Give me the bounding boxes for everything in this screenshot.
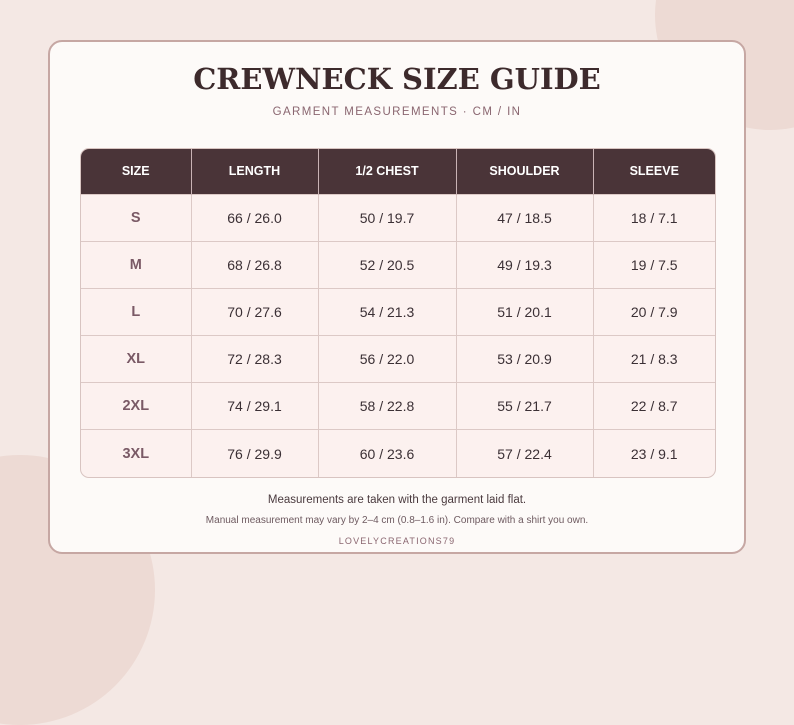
chest-cell: 54 / 21.3 (318, 288, 456, 335)
size-cell: 3XL (81, 430, 191, 477)
table-row (81, 288, 715, 335)
shoulder-cell: 51 / 20.1 (456, 288, 593, 335)
page-subtitle: GARMENT MEASUREMENTS · CM / IN (272, 106, 522, 118)
header-size: SIZE (81, 149, 191, 194)
size-table (81, 149, 715, 477)
header-length: LENGTH (191, 149, 318, 194)
shoulder-cell: 57 / 22.4 (456, 430, 593, 477)
length-cell: 70 / 27.6 (191, 288, 318, 335)
sleeve-cell: 19 / 7.5 (593, 241, 715, 288)
chest-cell: 60 / 23.6 (318, 430, 456, 477)
table-row (81, 430, 715, 477)
chest-cell: 56 / 22.0 (318, 335, 456, 382)
table-row (81, 241, 715, 288)
table-row (81, 383, 715, 430)
variance-note: Manual measurement may vary by 2–4 cm (0.8–1.6 in). Compare with a shirt you own. (205, 515, 589, 526)
sleeve-cell: 18 / 7.1 (593, 194, 715, 241)
size-cell: M (81, 241, 191, 288)
sleeve-cell: 23 / 9.1 (593, 430, 715, 477)
measurement-note: Measurements are taken with the garment laid flat. (267, 494, 527, 506)
size-cell: XL (81, 335, 191, 382)
brand-label: LOVELYCREATIONS79 (338, 536, 456, 546)
shoulder-cell: 47 / 18.5 (456, 194, 593, 241)
size-cell: 2XL (81, 383, 191, 430)
sleeve-cell: 21 / 8.3 (593, 335, 715, 382)
table-row (81, 194, 715, 241)
header-shoulder: SHOULDER (456, 149, 593, 194)
size-table-container (80, 148, 716, 478)
length-cell: 68 / 26.8 (191, 241, 318, 288)
chest-cell: 58 / 22.8 (318, 383, 456, 430)
header-half-chest: 1/2 CHEST (318, 149, 456, 194)
length-cell: 74 / 29.1 (191, 383, 318, 430)
header-sleeve: SLEEVE (593, 149, 715, 194)
shoulder-cell: 49 / 19.3 (456, 241, 593, 288)
chest-cell: 50 / 19.7 (318, 194, 456, 241)
sleeve-cell: 22 / 8.7 (593, 383, 715, 430)
chest-cell: 52 / 20.5 (318, 241, 456, 288)
size-cell: L (81, 288, 191, 335)
length-cell: 76 / 29.9 (191, 430, 318, 477)
length-cell: 66 / 26.0 (191, 194, 318, 241)
shoulder-cell: 55 / 21.7 (456, 383, 593, 430)
shoulder-cell: 53 / 20.9 (456, 335, 593, 382)
size-cell: S (81, 194, 191, 241)
page-title: CREWNECK SIZE GUIDE (193, 62, 601, 96)
table-header-row (81, 149, 715, 194)
sleeve-cell: 20 / 7.9 (593, 288, 715, 335)
size-guide-card (48, 40, 746, 554)
table-row (81, 335, 715, 382)
length-cell: 72 / 28.3 (191, 335, 318, 382)
